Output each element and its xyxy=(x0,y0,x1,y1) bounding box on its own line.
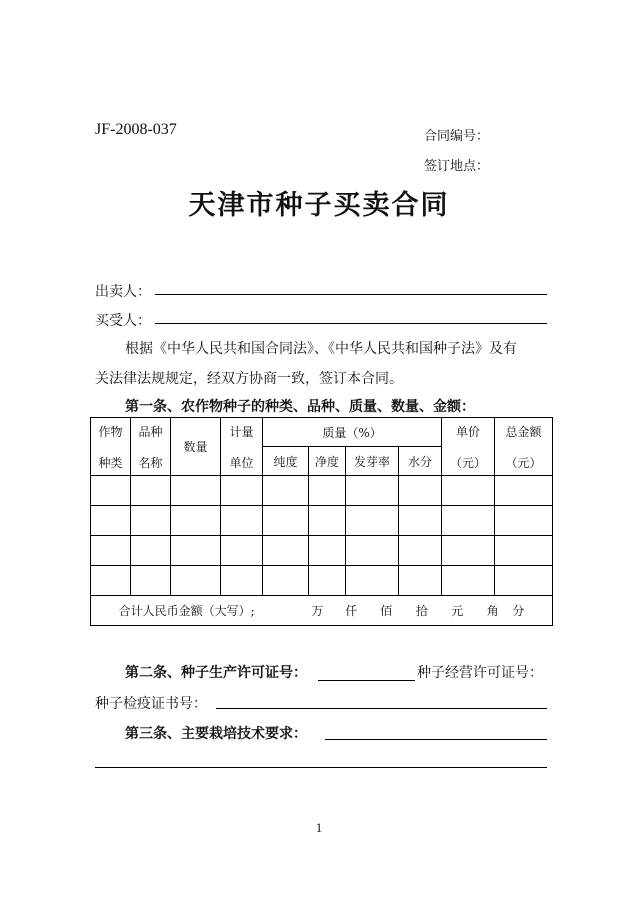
header-purity: 纯度 xyxy=(263,447,309,476)
cultivation-field-line-2[interactable] xyxy=(95,767,547,768)
header-unit: 计量 单位 xyxy=(221,418,263,476)
contract-number-label: 合同编号： xyxy=(424,129,490,144)
unit-qian: 仟 xyxy=(345,604,358,618)
table-row xyxy=(91,506,553,536)
header-total-amount: 总金额 （元） xyxy=(495,418,553,476)
intro-line-2: 关法律法规规定，经双方协商一致，签订本合同。 xyxy=(95,371,403,387)
unit-shi: 拾 xyxy=(415,604,428,618)
total-amount-label: 合计人民币金额（大写）; xyxy=(118,604,255,618)
header-quality: 质量（%） xyxy=(263,418,442,447)
total-row xyxy=(91,596,553,626)
intro-line-1: 根据《中华人民共和国合同法》、《中华人民共和国种子法》及有 xyxy=(125,341,517,357)
quarantine-field[interactable] xyxy=(216,708,547,709)
header-moisture: 水分 xyxy=(399,447,442,476)
header-crop-type: 作物 种类 xyxy=(91,418,131,476)
document-code: JF-2008-037 xyxy=(95,121,177,138)
signing-place-label: 签订地点： xyxy=(424,159,490,174)
unit-fen: 分 xyxy=(512,604,525,618)
article-2-heading: 第二条、种子生产许可证号： xyxy=(125,665,307,681)
header-quantity: 数量 xyxy=(171,418,221,476)
seller-field[interactable] xyxy=(155,294,547,295)
buyer-label: 买受人： xyxy=(95,313,151,329)
table-row xyxy=(91,536,553,566)
header-variety: 品种 名称 xyxy=(131,418,171,476)
buyer-field[interactable] xyxy=(155,323,547,324)
cultivation-field[interactable] xyxy=(325,739,547,740)
table-row xyxy=(91,476,553,506)
seller-label: 出卖人： xyxy=(95,284,151,300)
header-cleanliness: 净度 xyxy=(309,447,346,476)
unit-jiao: 角 xyxy=(486,604,499,618)
seed-table xyxy=(90,417,553,626)
header-germination: 发芽率 xyxy=(346,447,399,476)
business-license-label: 种子经营许可证号： xyxy=(417,665,543,681)
production-license-field[interactable] xyxy=(318,680,415,681)
header-unit-price: 单价 （元） xyxy=(442,418,495,476)
unit-wan: 万 xyxy=(311,604,324,618)
quarantine-label: 种子检疫证书号： xyxy=(95,696,207,712)
unit-bai: 佰 xyxy=(380,604,393,618)
page-title: 天津市种子买卖合同 xyxy=(188,190,450,221)
unit-yuan: 元 xyxy=(451,604,464,618)
article-1-heading: 第一条、农作物种子的种类、品种、质量、数量、金额： xyxy=(125,399,475,415)
page-number: 1 xyxy=(315,820,323,835)
article-3-heading: 第三条、主要栽培技术要求： xyxy=(125,726,307,742)
table-row xyxy=(91,566,553,596)
